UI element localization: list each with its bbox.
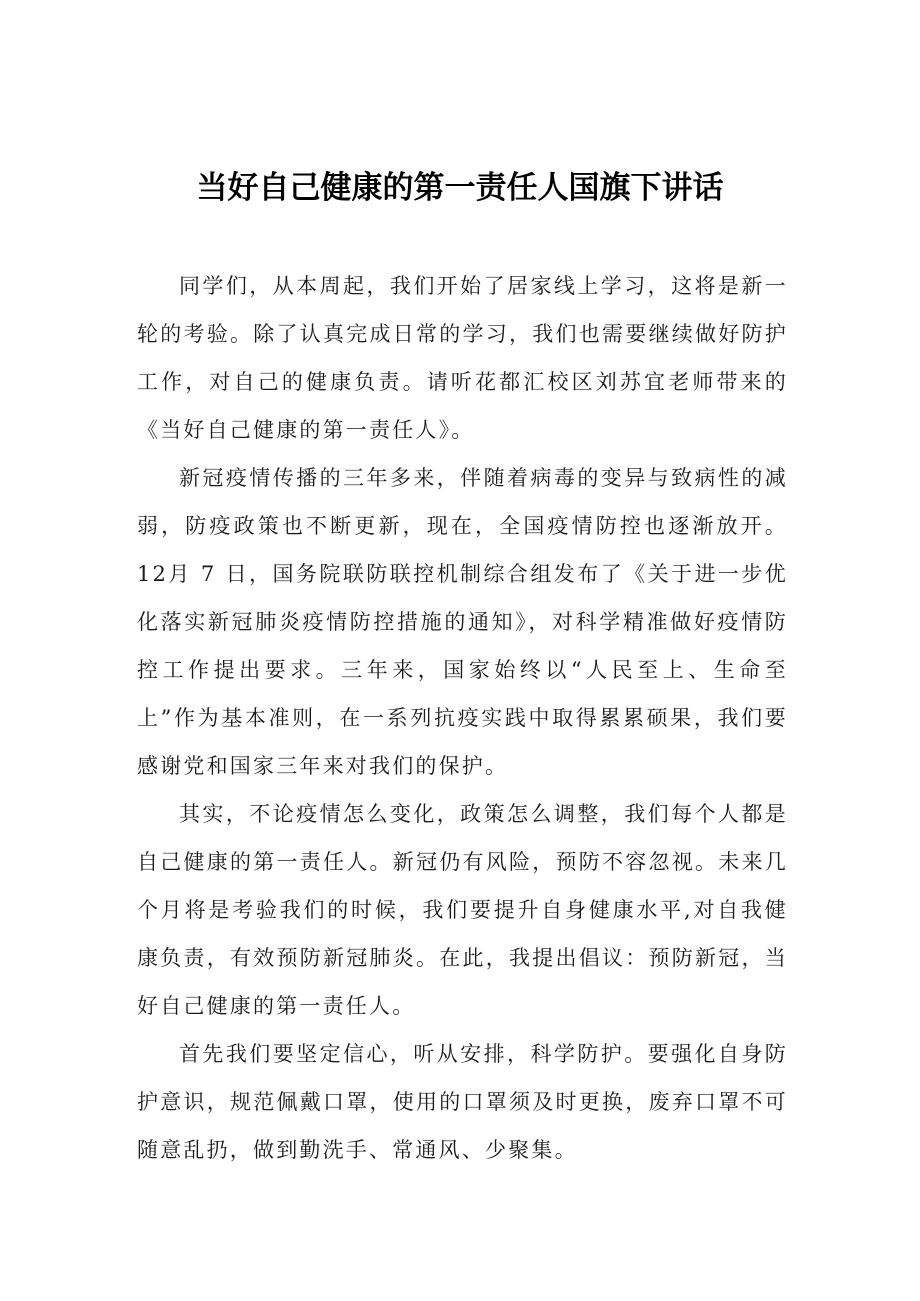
document-title: 当好自己健康的第一责任人国旗下讲话 — [196, 170, 724, 206]
paragraph-3: 其实，不论疫情怎么变化，政策怎么调整，我们每个人都是自己健康的第一责任人。新冠仍有风险，预防不容忽视。未来几个月将是考验我们的时候，我们要提升自身健康水平,对自我健康负责，有效预防新冠肺炎。在此，我提出倡议：预防新冠，当好自己健康的第一责任人。 — [137, 802, 788, 1018]
paragraph-1: 同学们，从本周起，我们开始了居家线上学习，这将是新一轮的考验。除了认真完成日常的学习，我们也需要继续做好防护工作，对自己的健康负责。请听花都汇校区刘苏宜老师带来的《当好自己健康的第一责任人》。 — [137, 274, 788, 442]
paragraph-4: 首先我们要坚定信心，听从安排，科学防护。要强化自身防护意识，规范佩戴口罩，使用的口罩须及时更换，废弃口罩不可随意乱扔，做到勤洗手、常通风、少聚集。 — [137, 1042, 788, 1162]
paragraph-2: 新冠疫情传播的三年多来，伴随着病毒的变异与致病性的减弱，防疫政策也不断更新，现在，全国疫情防控也逐渐放开。12月 7 日，国务院联防联控机制综合组发布了《关于进一步优化落实新冠肺炎疫情防控措施的通知》，对科学精准做好疫情防控工作提出要求。三年来，国家始终以“人民至上、生命至上”作为基本准则，在一系列抗疫实践中取得累累硕果，我们要感谢党和国家三年来对我们的保护。 — [137, 466, 788, 778]
document-body — [137, 262, 788, 1174]
